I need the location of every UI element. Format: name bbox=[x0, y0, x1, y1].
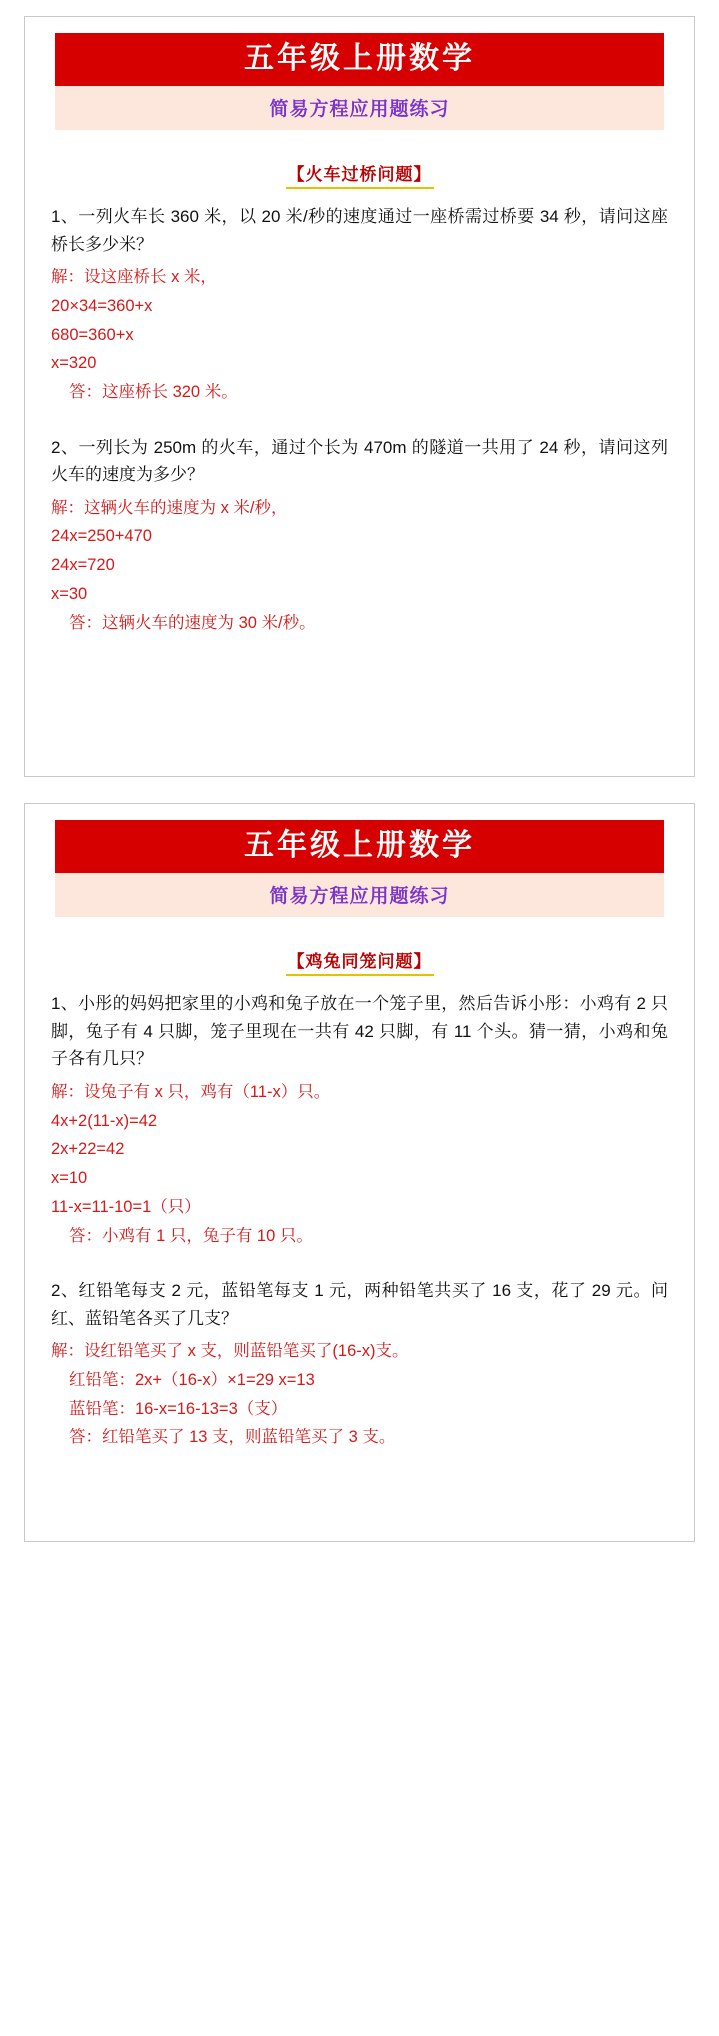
question-prompt: 2、一列长为 250m 的火车，通过个长为 470m 的隧道一共用了 24 秒，请问这列火车的速度为多少？ bbox=[51, 437, 668, 485]
answer-line: 11-x=11-10=1（只） bbox=[51, 1197, 201, 1216]
question-block bbox=[51, 990, 668, 1249]
question-prompt: 1、小彤的妈妈把家里的小鸡和兔子放在一个笼子里，然后告诉小彤：小鸡有 2 只脚，兔子有 4 只脚，笼子里现在一共有 42 只脚，有 11 个头。猜一猜，小鸡和兔子各有几只？ bbox=[51, 994, 668, 1069]
card-2-subbanner-title: 简易方程应用题练习 bbox=[269, 885, 450, 908]
card-1-banner-title: 五年级上册数学 bbox=[244, 41, 475, 76]
card-1-banner bbox=[55, 33, 664, 86]
answer-line: 解：设兔子有 x 只，鸡有（11-x）只。 bbox=[51, 1082, 331, 1101]
answer-line: x=320 bbox=[51, 354, 97, 373]
card-2-banner-title: 五年级上册数学 bbox=[244, 828, 475, 864]
question-prompt: 2、红铅笔每支 2 元，蓝铅笔每支 1 元，两种铅笔共买了 16 支，花了 29 元。问红、蓝铅笔各买了几支？ bbox=[51, 1281, 668, 1328]
answer-line: 答：红铅笔买了 13 支，则蓝铅笔买了 3 支。 bbox=[69, 1428, 396, 1447]
card-1-bottom-space bbox=[41, 638, 678, 758]
answer-line: x=10 bbox=[51, 1169, 88, 1188]
answer-line: 解：这辆火车的速度为 x 米/秒， bbox=[51, 498, 288, 517]
answer-line: 24x=720 bbox=[51, 556, 115, 575]
question-block bbox=[51, 1277, 668, 1451]
answer-line: 解：设这座桥长 x 米， bbox=[51, 268, 217, 287]
card-1-subbanner-title: 简易方程应用题练习 bbox=[269, 98, 450, 120]
answer-line: 答：小鸡有 1 只，兔子有 10 只。 bbox=[69, 1226, 313, 1245]
question-block bbox=[51, 434, 668, 637]
answer-line: 蓝铅笔：16-x=16-13=3（支） bbox=[69, 1399, 288, 1418]
question-block bbox=[51, 203, 668, 406]
card-1-subbanner bbox=[55, 86, 664, 130]
answer-line: 24x=250+470 bbox=[51, 527, 152, 546]
card-2-subbanner bbox=[55, 873, 664, 917]
card-2-bottom-space bbox=[41, 1453, 678, 1523]
card-2-banner bbox=[55, 820, 664, 873]
answer-line: 解：设红铅笔买了 x 支，则蓝铅笔买了(16-x)支。 bbox=[51, 1342, 409, 1361]
answer-line: 红铅笔：2x+（16-x）×1=29 x=13 bbox=[69, 1371, 315, 1389]
answer-line: 20×34=360+x bbox=[51, 296, 153, 315]
card-1-section-heading-text: 【火车过桥问题】 bbox=[286, 160, 434, 189]
card-1-section-heading bbox=[41, 160, 678, 189]
answer-line: 4x+2(11-x)=42 bbox=[51, 1111, 158, 1130]
worksheet-card-1 bbox=[24, 16, 695, 777]
answer-line: x=30 bbox=[51, 584, 88, 603]
card-2-section-heading bbox=[41, 947, 678, 976]
answer-line: 680=360+x bbox=[51, 325, 134, 344]
answer-line: 2x+22=42 bbox=[51, 1140, 125, 1159]
worksheet-card-2 bbox=[24, 803, 695, 1542]
answer-line: 答：这辆火车的速度为 30 米/秒。 bbox=[69, 613, 316, 632]
question-prompt: 1、一列火车长 360 米，以 20 米/秒的速度通过一座桥需过桥要 34 秒，请问这座桥长多少米？ bbox=[51, 207, 668, 254]
card-2-section-heading-text: 【鸡兔同笼问题】 bbox=[286, 947, 434, 976]
answer-line: 答：这座桥长 320 米。 bbox=[69, 382, 238, 401]
